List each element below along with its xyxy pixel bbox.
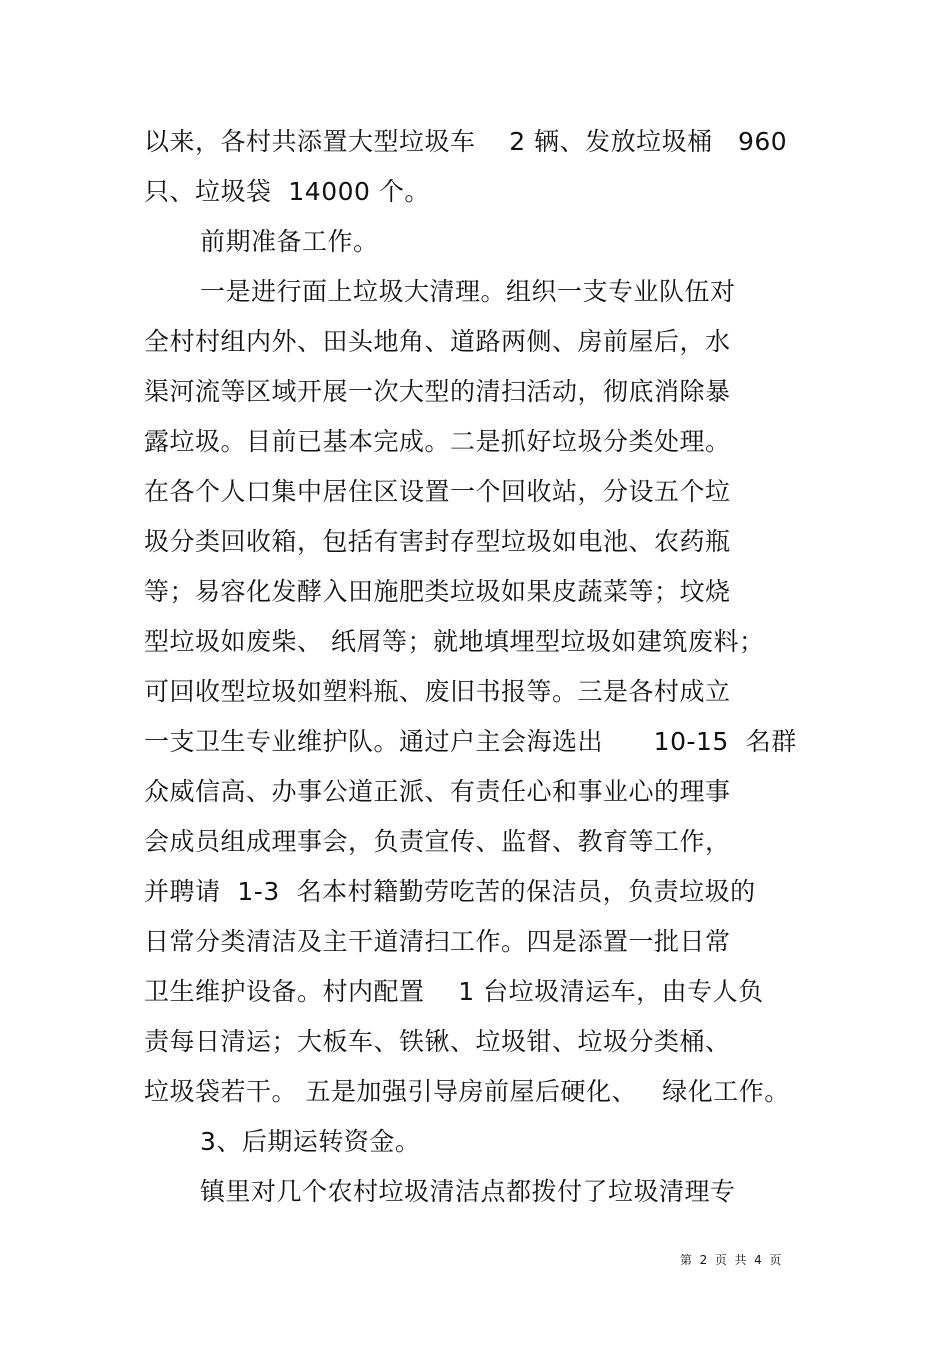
body-line-15: 会成员组成理事会，负责宣传、监督、教育等工作，	[144, 827, 731, 856]
body-line-2: 只、垃圾袋 14000 个。	[144, 177, 430, 206]
body-line-10: 等；易容化发酵入田施肥类垃圾如果皮蔬菜等；坟烧	[144, 577, 731, 606]
body-line-16: 并聘请 1-3 名本村籍勤劳吃苦的保洁员，负责垃圾的	[144, 877, 756, 906]
body-line-20: 垃圾袋若干。 五是加强引导房前屋后硬化、 绿化工作。	[144, 1077, 790, 1106]
body-line-22: 镇里对几个农村垃圾清洁点都拨付了垃圾清理专	[200, 1177, 736, 1206]
body-line-6: 渠河流等区域开展一次大型的清扫活动，彻底消除暴	[144, 377, 731, 406]
body-line-8: 在各个人口集中居住区设置一个回收站，分设五个垃	[144, 477, 731, 506]
section-heading-preparation: 前期准备工作。	[200, 227, 379, 256]
body-line-17: 日常分类清洁及主干道清扫工作。四是添置一批日常	[144, 927, 731, 956]
body-line-11: 型垃圾如废柴、 纸屑等；就地填埋型垃圾如建筑废料；	[144, 627, 765, 656]
body-line-12: 可回收型垃圾如塑料瓶、废旧书报等。三是各村成立	[144, 677, 731, 706]
body-line-18: 卫生维护设备。村内配置 1 台垃圾清运车，由专人负	[144, 977, 764, 1006]
body-line-14: 众威信高、办事公道正派、有责任心和事业心的理事	[144, 777, 731, 806]
page-number-footer: 第 2 页 共 4 页	[680, 1253, 782, 1267]
body-line-9: 圾分类回收箱，包括有害封存型垃圾如电池、农药瓶	[144, 527, 731, 556]
body-line-5: 全村村组内外、田头地角、道路两侧、房前屋后，水	[144, 327, 731, 356]
body-line-7: 露垃圾。目前已基本完成。二是抓好垃圾分类处理。	[144, 427, 731, 456]
section-heading-funding: 3、后期运转资金。	[200, 1127, 421, 1156]
body-line-1: 以来，各村共添置大型垃圾车 2 辆、发放垃圾桶 960	[144, 127, 788, 156]
body-line-13: 一支卫生专业维护队。通过户主会海选出 10-15 名群	[144, 727, 797, 756]
body-line-4: 一是进行面上垃圾大清理。组织一支专业队伍对	[200, 277, 736, 306]
body-line-19: 责每日清运；大板车、铁锹、垃圾钳、垃圾分类桶、	[144, 1027, 731, 1056]
